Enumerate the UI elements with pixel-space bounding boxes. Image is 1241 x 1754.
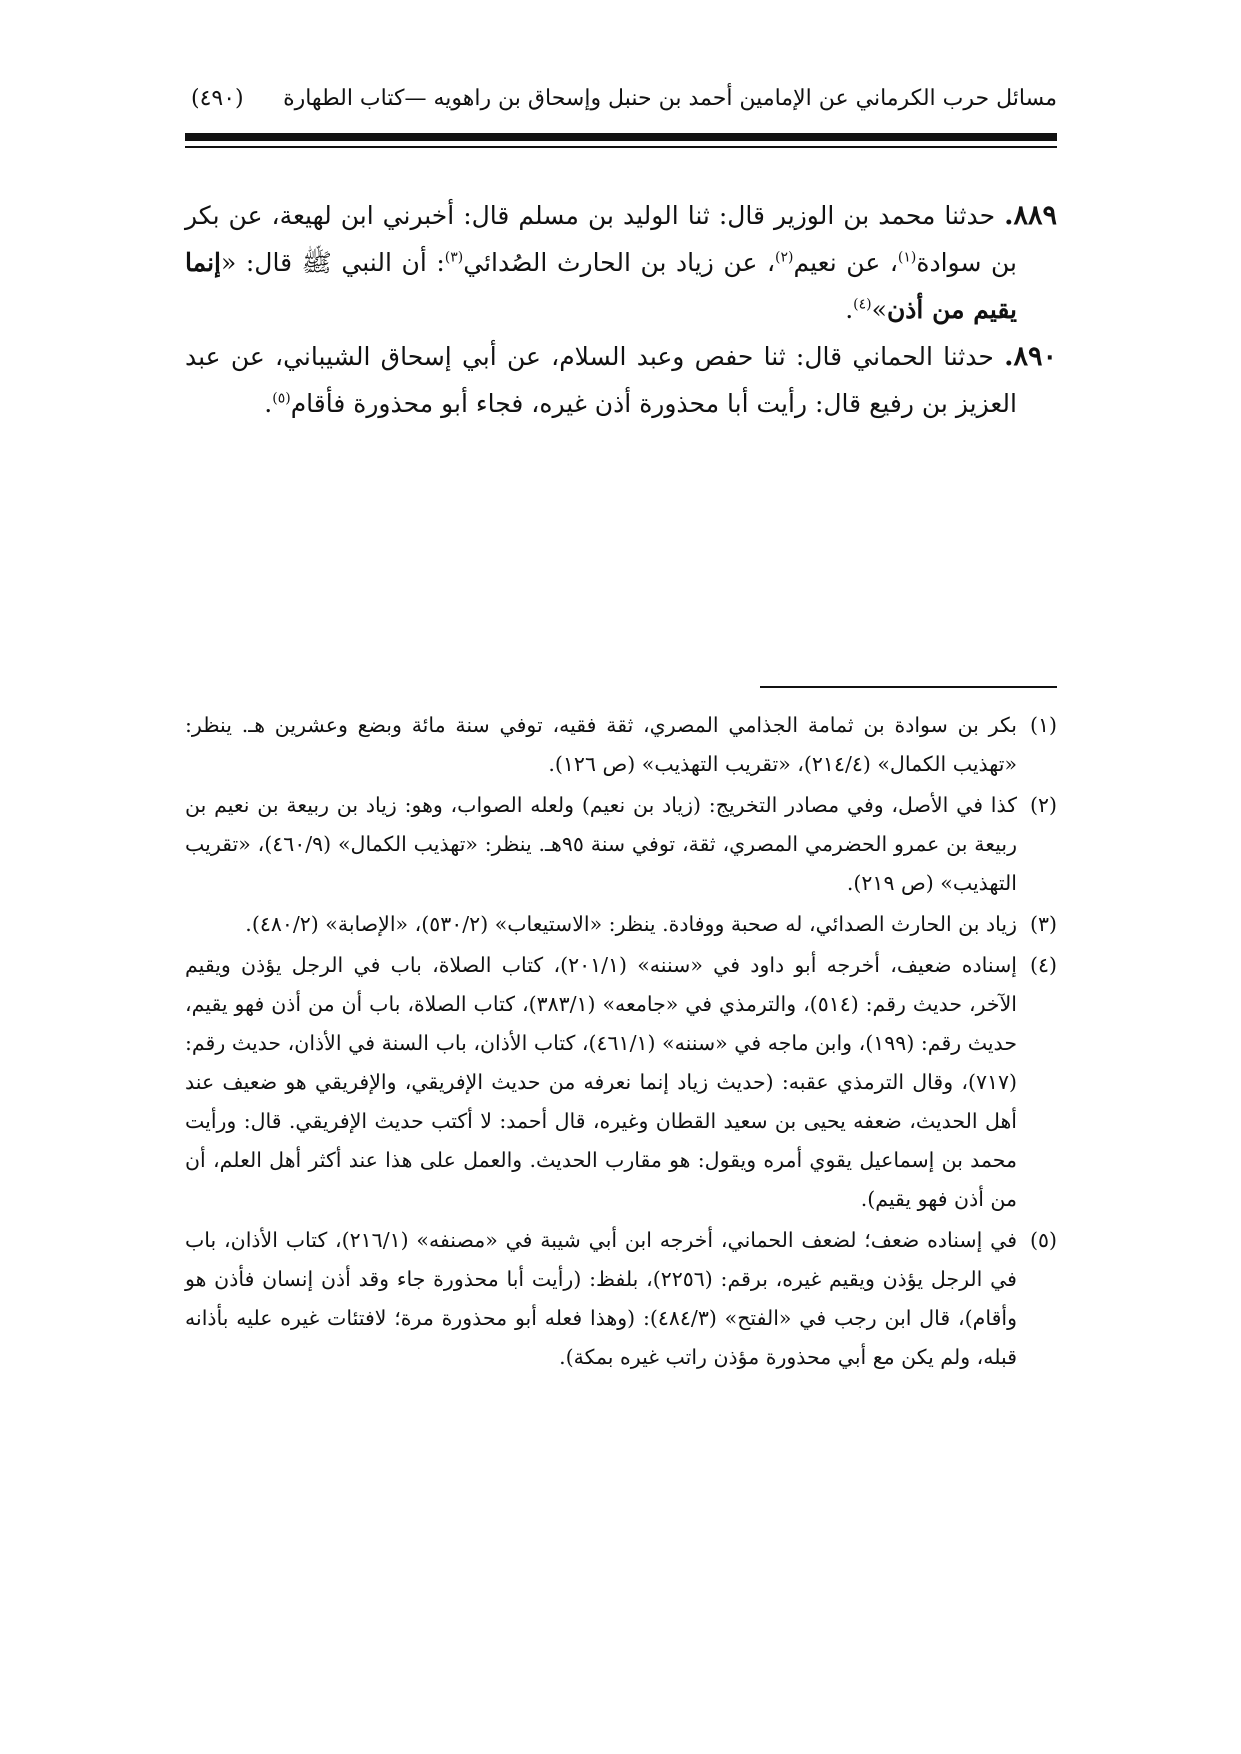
footnote-ref[interactable]: (١) [897, 249, 917, 266]
header-rule-thick [185, 133, 1057, 141]
footnote-label: (٣) [1029, 912, 1057, 936]
footnote-label: (٥) [1029, 1228, 1057, 1252]
footnote-label: (٤) [1029, 953, 1057, 977]
main-text [185, 192, 1057, 427]
footnote-4 [185, 946, 1057, 1219]
running-header [185, 84, 1057, 130]
footnote-ref[interactable]: (٣) [444, 249, 464, 266]
running-title: مسائل حرب الكرماني عن الإمامين أحمد بن حنبل وإسحاق بن راهويه —كتاب الطهارة [283, 86, 1057, 111]
entry-text: حدثنا محمد بن الوزير قال: ثنا الوليد بن مسلم قال: أخبرني ابن لهيعة، عن بكر بن سوادة [185, 201, 1017, 277]
entry-text: . [845, 295, 854, 324]
entry-889 [185, 192, 1057, 333]
footnote-ref[interactable]: (٤) [853, 296, 872, 313]
page-number: (٤٩٠) [191, 86, 244, 111]
entry-text: » [871, 295, 887, 324]
footnote-text: إسناده ضعيف، أخرجه أبو داود في «سننه» (٢٠١/١)، كتاب الصلاة، باب في الرجل يؤذن ويقيم الآخر، حديث رقم: (٥١٤)، والترمذي في «جامعه» (٣٨٣/١)، كتاب الصلاة، باب أن من أذن فهو يقيم، حديث رقم: (١٩٩)، وابن ماجه في «سننه» (٤٦١/١)، كتاب الأذان، باب السنة في الأذان، حديث رقم: (٧١٧)، وقال الترمذي عقبه: (حديث زياد إنما نعرفه من حديث الإفريقي، والإفريقي هو ضعيف عند أهل الحديث، ضعفه يحيى بن سعيد القطان وغيره، قال أحمد: لا أكتب حديث الإفريقي. قال: ورأيت محمد بن إسماعيل يقوي أمره ويقول: هو مقارب الحديث. والعمل على هذا عند أكثر أهل العلم، أن من أذن فهو يقيم). [185, 953, 1017, 1211]
header-rule-thin [185, 146, 1057, 148]
footnote-label: (٢) [1029, 793, 1057, 817]
footnote-ref[interactable]: (٢) [775, 249, 794, 266]
footnote-1 [185, 706, 1057, 784]
hadith-text: إنما يقيم من أذن [185, 248, 1017, 324]
footnotes [185, 706, 1057, 1379]
entry-text: حدثنا الحماني قال: ثنا حفص وعبد السلام، عن أبي إسحاق الشيباني، عن عبد العزيز بن رفيع قال: رأيت أبا محذورة أذن غيره، فجاء أبو محذورة فأقام [185, 342, 1017, 418]
entry-text: ، عن زياد بن الحارث الصُدائي [463, 248, 776, 277]
footnote-ref[interactable]: (٥) [272, 390, 291, 407]
entry-number: ٨٩٠. [1004, 341, 1057, 372]
footnote-3 [185, 905, 1057, 944]
footnote-5 [185, 1221, 1057, 1377]
footnote-text: بكر بن سوادة بن ثمامة الجذامي المصري، ثقة فقيه، توفي سنة مائة وبضع وعشرين هـ. ينظر: «تهذيب الكمال» (٢١٤/٤)، «تقريب التهذيب» (ص ١٢٦). [185, 713, 1017, 776]
entry-890 [185, 333, 1057, 427]
footnote-text: في إسناده ضعف؛ لضعف الحماني، أخرجه ابن أبي شيبة في «مصنفه» (٢١٦/١)، كتاب الأذان، باب في الرجل يؤذن ويقيم غيره، برقم: (٢٢٥٦)، بلفظ: (رأيت أبا محذورة جاء وقد أذن إنسان فأذن هو وأقام)، قال ابن رجب في «الفتح» (٤٨٤/٣): (وهذا فعله أبو محذورة مرة؛ لافتئات غيره عليه بأذانه قبله، ولم يكن مع أبي محذورة مؤذن راتب غيره بمكة). [185, 1228, 1017, 1369]
entry-number: ٨٨٩. [1004, 200, 1057, 231]
footnote-text: كذا في الأصل، وفي مصادر التخريج: (زياد بن نعيم) ولعله الصواب، وهو: زياد بن ربيعة بن نعيم بن ربيعة بن عمرو الحضرمي المصري، ثقة، توفي سنة ٩٥هـ. ينظر: «تهذيب الكمال» (٤٦٠/٩)، «تقريب التهذيب» (ص ٢١٩). [185, 793, 1017, 895]
entry-text: : أن النبي ﷺ قال: « [220, 248, 445, 277]
footnote-label: (١) [1029, 713, 1057, 737]
footnote-2 [185, 786, 1057, 903]
entry-text: . [264, 389, 273, 418]
footnote-separator [760, 686, 1057, 688]
entry-text: ، عن نعيم [793, 248, 898, 277]
footnote-text: زياد بن الحارث الصدائي، له صحبة ووفادة. ينظر: «الاستيعاب» (٥٣٠/٢)، «الإصابة» (٤٨٠/٢). [245, 912, 1017, 936]
